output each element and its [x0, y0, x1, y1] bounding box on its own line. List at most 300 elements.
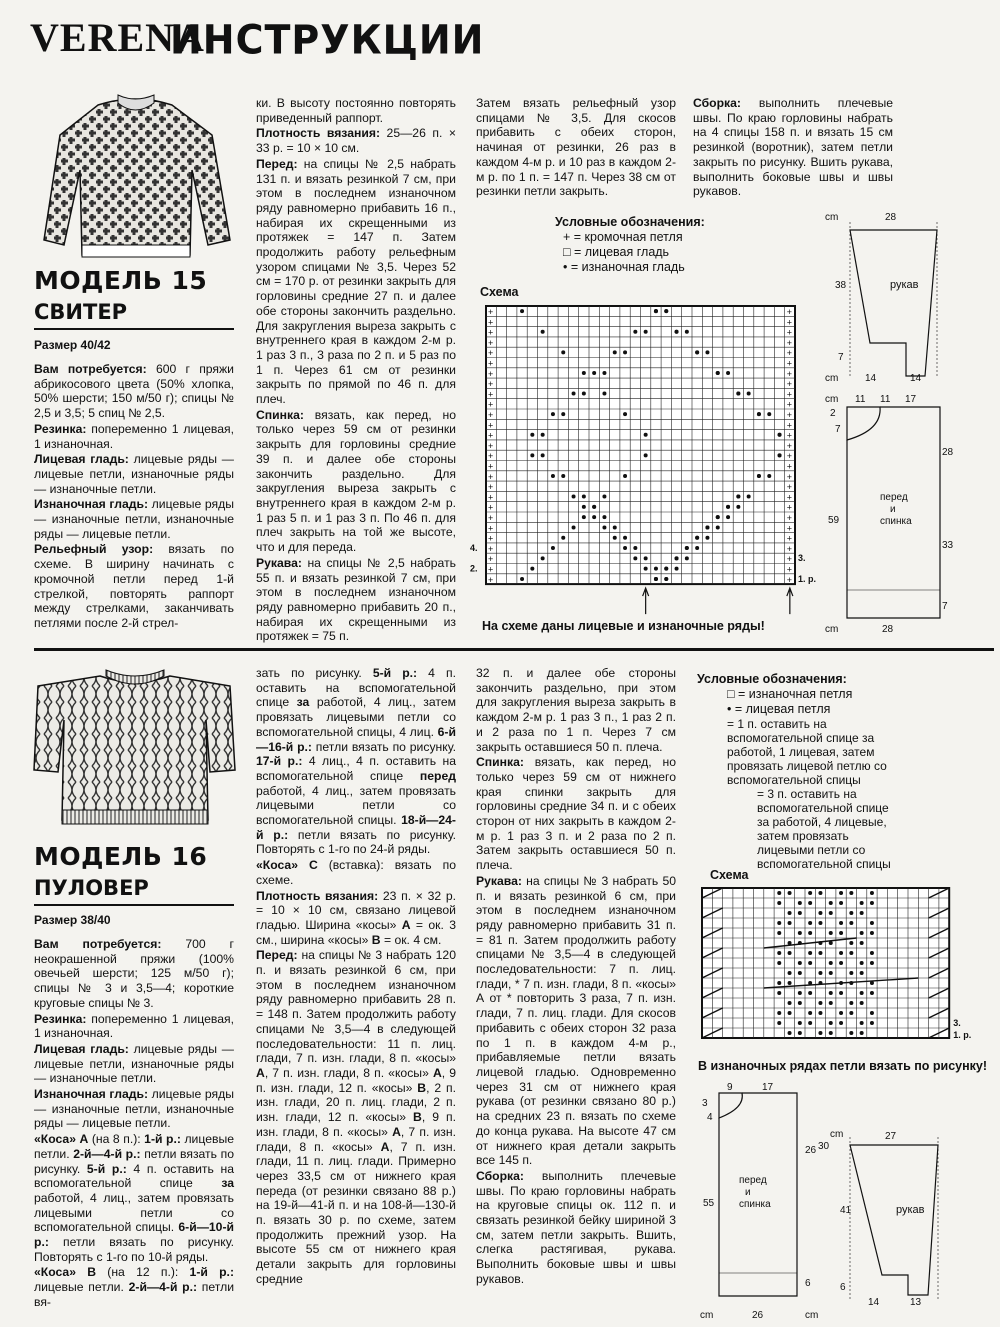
dim-top-b: 7: [835, 424, 841, 435]
knit-dot: [808, 921, 812, 925]
edge-stitch: +: [786, 574, 792, 585]
paragraph: Резинка: попеременно 1 лицевая, 1 изнаночная.: [34, 1011, 234, 1041]
knit-dot: [777, 961, 781, 965]
knit-dot: [777, 951, 781, 955]
purl-dot: [613, 536, 617, 540]
edge-stitch: +: [488, 337, 494, 348]
purl-dot: [716, 371, 720, 375]
model16-size: Размер 38/40: [34, 913, 111, 927]
edge-stitch: +: [488, 368, 494, 379]
edge-stitch: +: [786, 533, 792, 544]
paragraph: Перед: на спицы № 2,5 набрать 131 п. и вязать резинкой 7 см, при этом в последнем изнаночном ряду равномерно прибавить 16 п., набирая их скрещенными из протяжек = 147 п. Затем продолжить работу рельефным узором спицами № 3,5. Через 52 см = 170 р. от резинки закрыть для горловины средние 27 п. и далее обе стороны закончить раздельно. Для закругления выреза закрыть с внутреннего края в каждом 2-м р. 1 раз 3 п., 3 раза по 2 п. и 5 раз по 1 п. Через 61 см от резинки закрыть по прямой по 46 п. для плеч.: [256, 156, 456, 407]
purl-dot: [633, 556, 637, 560]
purl-dot: [613, 525, 617, 529]
paragraph: Затем вязать рельефный узор спицами № 3,5. Для скосов прибавить с обеих сторон, начиная от резинки, 26 раз в каждом 4-м р. и 10 раз в каждом 2-м р. по 1 п. = 147 п. Через 38 см от резинки петли закрыть.: [476, 96, 676, 199]
unit-cm: cm: [830, 1129, 844, 1140]
purl-dot: [561, 536, 565, 540]
unit-cm: cm: [825, 624, 839, 635]
unit-cm: cm: [825, 373, 839, 384]
purl-dot: [561, 474, 565, 478]
pullover-illustration: [30, 670, 240, 835]
purl-dot: [767, 412, 771, 416]
edge-stitch: +: [786, 482, 792, 493]
edge-stitch: +: [786, 430, 792, 441]
purl-dot: [654, 309, 658, 313]
body-label-a: перед: [739, 1175, 767, 1186]
dim-rib: 7: [942, 601, 948, 612]
knit-dot: [798, 911, 802, 915]
body-diagram-16: [697, 1078, 817, 1323]
edge-stitch: +: [488, 379, 494, 390]
knit-dot: [777, 1011, 781, 1015]
purl-dot: [520, 309, 524, 313]
edge-stitch: +: [488, 492, 494, 503]
purl-dot: [602, 392, 606, 396]
edge-stitch: +: [786, 317, 792, 328]
purl-dot: [592, 515, 596, 519]
model16-name: ПУЛОВЕР: [34, 876, 149, 900]
knit-dot: [818, 921, 822, 925]
purl-dot: [705, 350, 709, 354]
sleeve-label: рукав: [890, 279, 919, 291]
knit-dot: [849, 1031, 853, 1035]
edge-stitch: +: [786, 399, 792, 410]
purl-dot: [541, 453, 545, 457]
dim-neck-b: 11: [880, 394, 891, 405]
purl-dot: [736, 392, 740, 396]
model16-col2: [256, 666, 456, 1288]
dim-sleeve-bottom-a: 14: [865, 373, 877, 384]
paragraph: Перед: на спицы № 3 набрать 120 п. и вязать резинкой 6 см, при этом в последнем изнаночном ряду равномерно прибавить 28 п. = 148 п. Затем продолжить работу спицами № 3,5—4 в следующей последовательности: 11 п. лиц. глади, 7 п. изн. глади, 8 п. «косы» А, 7 п. изн. глади, 8 п. «косы» А, 9 п. изн. глади, 12 п. «косы» В, 2 п. изн. глади, 20 п. лиц. глади, 2 п. изн. глади, 12 п. «косы» В, 9 п. изн. глади, 8 п. «косы» А, 7 п. изн. глади, 8 п. «косы» А, 7 п. изн. глади, 11 п. лиц. глади. Примерно через 33,5 см от нижнего края переда (от резинки связано 88 р.) на 19-й—41-й п. и на 108-й—130-й п. вязать 30 р. по схеме, затем продолжить прежний узор. На высоте 55 см от нижнего края детали закрыть для горловины средние: [256, 948, 456, 1286]
row-label: 3.: [798, 553, 806, 564]
knit-dot: [777, 921, 781, 925]
knit-dot: [808, 961, 812, 965]
edge-stitch: +: [488, 564, 494, 575]
purl-dot: [654, 577, 658, 581]
edge-stitch: +: [488, 307, 494, 317]
edge-stitch: +: [786, 513, 792, 523]
edge-stitch: +: [786, 307, 792, 317]
knit-dot: [860, 1021, 864, 1025]
knit-dot: [777, 981, 781, 985]
purl-dot: [736, 505, 740, 509]
legend-item: + = кромочная петля: [563, 230, 683, 244]
paragraph: Изнаночная гладь: лицевые ряды — изнаночные петли, изнаночные ряды — лицевые петли.: [34, 497, 234, 541]
repeat-arrow: [643, 588, 649, 614]
knit-dot: [777, 1021, 781, 1025]
knit-dot: [839, 891, 843, 895]
model16-legend: [697, 672, 897, 871]
knit-dot: [788, 971, 792, 975]
purl-dot: [561, 350, 565, 354]
knit-dot: [788, 921, 792, 925]
row-label: 1. р.: [953, 1030, 972, 1040]
purl-dot: [572, 495, 576, 499]
dim-shoulder: 17: [762, 1082, 774, 1093]
unit-cm: cm: [825, 394, 839, 405]
knit-dot: [849, 891, 853, 895]
model15-col2: [256, 96, 456, 645]
purl-dot: [644, 567, 648, 571]
edge-stitch: +: [786, 451, 792, 462]
purl-dot: [633, 330, 637, 334]
edge-stitch: +: [786, 337, 792, 348]
purl-dot: [572, 525, 576, 529]
edge-stitch: +: [488, 533, 494, 544]
purl-dot: [623, 546, 627, 550]
dim-sleeve-top: 28: [885, 212, 897, 223]
brand-logo: VERENA: [30, 15, 205, 60]
body-label-b: и: [745, 1187, 751, 1198]
purl-dot: [757, 412, 761, 416]
legend-item: = 1 п. оставить на вспомогательной спице за работой, 1 лицевая, затем провязать лицевой петлю со вспомогательной спицы: [727, 717, 887, 787]
edge-stitch: +: [786, 389, 792, 400]
paragraph: Вам потребуется: 600 г пряжи абрикосового цвета (50% хлопка, 50% шерсти; 150 м/50 г); спицы № 2,5 и 3,5; 5 спиц № 2,5.: [34, 362, 234, 421]
dim-lower: 33: [942, 540, 954, 551]
knit-dot: [860, 911, 864, 915]
knit-dot: [808, 931, 812, 935]
knit-dot: [808, 891, 812, 895]
knit-dot: [829, 901, 833, 905]
knit-dot: [798, 971, 802, 975]
purl-dot: [592, 371, 596, 375]
knit-dot: [788, 911, 792, 915]
knit-dot: [839, 901, 843, 905]
row-label: 3.: [953, 1018, 961, 1028]
dim-total: 59: [828, 515, 840, 526]
knit-dot: [839, 931, 843, 935]
knit-dot: [849, 1001, 853, 1005]
knit-dot: [860, 1001, 864, 1005]
paragraph: Рукава: на спицы № 3 набрать 50 п. и вязать резинкой 6 см, при этом в последнем изнаночном ряду равномерно прибавить 31 п. = 81 п. Затем продолжить работу спицами № 3,5—4 в следующей последовательности: 7 п. лиц. глади, * 7 п. изн. глади, 8 п. «косы» А от * повторить 3 раза, 7 п. изн. глади, 7 п. лиц. глади. Для скосов прибавить с обеих сторон 32 раза по 1 п. в каждом 4-м р., прибавляемые петли вязать лицевой гладью. Одновременно через 31 см от нижнего края рукава (от резинки связано 80 р.) на средних 23 п. вязать по схеме до конца рукава. На высоте 47 см от нижнего края детали закрыть все 145 п.: [476, 873, 676, 1168]
legend-item: = 3 п. оставить на вспомогательной спице за работой, 4 лицевые, затем провязать лицевыми петли со вспомогательной спицы: [757, 787, 891, 871]
purl-dot: [747, 392, 751, 396]
body-label-c: спинка: [739, 1199, 771, 1210]
knit-dot: [798, 1021, 802, 1025]
dim-top-a: 2: [830, 408, 836, 419]
model15-col3: [476, 96, 676, 200]
knit-dot: [788, 1031, 792, 1035]
unit-cm: cm: [825, 212, 839, 223]
divider: [34, 904, 234, 906]
purl-dot: [541, 433, 545, 437]
model15-col1: [34, 362, 234, 632]
knit-dot: [777, 991, 781, 995]
knit-dot: [849, 921, 853, 925]
purl-dot: [705, 525, 709, 529]
knit-dot: [808, 951, 812, 955]
knit-dot: [818, 971, 822, 975]
body-label-c: спинка: [880, 516, 912, 527]
edge-stitch: +: [488, 482, 494, 493]
purl-dot: [716, 515, 720, 519]
paragraph: Рукава: на спицы № 2,5 набрать 55 п. и вязать резинкой 7 см, при этом в последнем изнаночном ряду равномерно прибавить 20 п., набирая их скрещенными из протяжек = 75 п.: [256, 555, 456, 644]
dim-sleeve-top: 27: [885, 1131, 897, 1142]
purl-dot: [561, 412, 565, 416]
paragraph: Изнаночная гладь: лицевые ряды — изнаночные петли, изнаночные ряды — лицевые петли.: [34, 1087, 234, 1131]
purl-dot: [582, 505, 586, 509]
knit-dot: [777, 901, 781, 905]
purl-dot: [716, 525, 720, 529]
knit-dot: [798, 1031, 802, 1035]
knit-dot: [798, 961, 802, 965]
dim-top-b: 4: [707, 1112, 713, 1123]
model15-title: МОДЕЛЬ 15: [34, 266, 208, 295]
edge-stitch: +: [488, 471, 494, 482]
edge-stitch: +: [488, 451, 494, 462]
purl-dot: [778, 453, 782, 457]
paragraph: «Коса» А (на 8 п.): 1-й р.: лицевые петли. 2-й—4-й р.: петли вязать по рисунку. 5-й р.: 4 п. оставить на вспомогательной спице за работой, 4 лиц., затем провязать лицевыми петли со вспомогательной спицы. 6-й—10-й р.: петли вязать по рисунку. Повторять с 1-го по 10-й ряды.: [34, 1132, 234, 1264]
knit-dot: [839, 961, 843, 965]
purl-dot: [582, 371, 586, 375]
purl-dot: [602, 371, 606, 375]
legend-item: □ = лицевая гладь: [563, 245, 670, 259]
model15-name: СВИТЕР: [34, 300, 128, 324]
divider: [34, 328, 234, 330]
knit-dot: [808, 1021, 812, 1025]
purl-dot: [695, 546, 699, 550]
knit-dot: [860, 971, 864, 975]
dim-sleeve-total: 41: [840, 1205, 852, 1216]
knit-dot: [860, 1031, 864, 1035]
dim-sleeve-upper: 30: [818, 1141, 830, 1152]
row-label: 1. р.: [798, 573, 817, 584]
dim-total: 55: [703, 1198, 715, 1209]
edge-stitch: +: [488, 543, 494, 554]
knit-dot: [818, 1031, 822, 1035]
knit-dot: [849, 971, 853, 975]
knit-dot: [860, 931, 864, 935]
purl-dot: [623, 536, 627, 540]
purl-dot: [530, 453, 534, 457]
dim-sleeve-bottom-b: 14: [910, 373, 922, 384]
paragraph: Плотность вязания: 23 п. × 32 р. = 10 × 10 см, связано лицевой гладью. Ширина «косы» А = ок. 3 см., ширина «косы» В = ок. 4 см.: [256, 888, 456, 947]
knit-dot: [860, 901, 864, 905]
knit-dot: [777, 891, 781, 895]
knit-dot: [839, 991, 843, 995]
purl-dot: [602, 515, 606, 519]
knit-dot: [788, 891, 792, 895]
knit-dot: [788, 951, 792, 955]
paragraph: Лицевая гладь: лицевые ряды — лицевые петли, изнаночные ряды — изнаночные петли.: [34, 452, 234, 496]
knit-dot: [839, 951, 843, 955]
knit-dot: [818, 891, 822, 895]
row-label: 2.: [470, 563, 478, 574]
legend-item: • = лицевая петля: [727, 702, 831, 716]
dim-top-a: 3: [702, 1098, 708, 1109]
purl-dot: [675, 330, 679, 334]
model15-col4: [693, 96, 893, 200]
knit-dot: [788, 1011, 792, 1015]
legend-title: Условные обозначения:: [697, 672, 847, 686]
purl-dot: [644, 433, 648, 437]
paragraph: Сборка: выполнить плечевые швы. По краю горловины набрать на круговые спицы ок. 112 п. и связать резинкой бейку шириной 3 см, затем петли закрыть. Вшить, слегка растягивая, рукава. Выполнить боковые швы и швы рукавов.: [476, 1168, 676, 1286]
purl-dot: [572, 392, 576, 396]
knitting-chart-16: [698, 882, 998, 1057]
knit-dot: [808, 901, 812, 905]
paragraph: 32 п. и далее обе стороны закончить раздельно, при этом для закругления выреза закрыть в каждом 2-м р. 1 раз 3 п., 1 раз 2 п. и 2 раза по 1 п. Через 7 см закрыть оставшиеся 50 п. плеча.: [476, 666, 676, 754]
paragraph: «Коса» В (на 12 п.): 1-й р.: лицевые петли. 2-й—4-й р.: петли вя-: [34, 1265, 235, 1309]
purl-dot: [685, 546, 689, 550]
legend-title: Условные обозначения:: [555, 215, 705, 229]
purl-dot: [675, 567, 679, 571]
purl-dot: [747, 495, 751, 499]
purl-dot: [664, 309, 668, 313]
model16-title: МОДЕЛЬ 16: [34, 842, 208, 871]
purl-dot: [644, 330, 648, 334]
edge-stitch: +: [786, 492, 792, 503]
dim-shoulder: 17: [905, 394, 917, 405]
dim-lower: 26: [805, 1145, 817, 1156]
paragraph: Лицевая гладь: лицевые ряды — лицевые петли, изнаночные ряды — изнаночные петли.: [34, 1041, 234, 1086]
knit-dot: [870, 931, 874, 935]
knit-dot: [829, 991, 833, 995]
knit-dot: [798, 991, 802, 995]
edge-stitch: +: [488, 502, 494, 513]
purl-dot: [726, 515, 730, 519]
knit-dot: [808, 1011, 812, 1015]
paragraph: зать по рисунку. 5-й р.: 4 п. оставить на вспомогательной спице за работой, 4 лиц., затем провязать лицевыми петли со вспомогательной спицы, 4 лиц. 6-й—16-й р.: петли вязать по рисунку. 17-й р.: 4 лиц., 4 п. оставить на вспомогательной спице перед работой, 4 лиц., затем провязать лицевыми петли со вспомогательной спицы. 18-й—24-й р.: петли вязать по рисунку. Повторять с 1-го по 24-й ряды.: [256, 666, 457, 857]
legend-item: □ = изнаночная петля: [727, 687, 853, 701]
purl-dot: [778, 433, 782, 437]
knit-dot: [870, 961, 874, 965]
edge-stitch: +: [786, 523, 792, 534]
dim-width: 26: [752, 1310, 764, 1321]
edge-stitch: +: [488, 399, 494, 410]
purl-dot: [551, 474, 555, 478]
edge-stitch: +: [786, 358, 792, 369]
purl-dot: [551, 546, 555, 550]
dim-neck-a: 9: [727, 1082, 733, 1093]
knit-dot: [818, 911, 822, 915]
edge-stitch: +: [786, 502, 792, 513]
edge-stitch: +: [488, 554, 494, 565]
knit-dot: [839, 1011, 843, 1015]
paragraph: Резинка: попеременно 1 лицевая, 1 изнаночная.: [34, 421, 234, 451]
body-label-a: перед: [880, 492, 908, 503]
knit-dot: [849, 911, 853, 915]
edge-stitch: +: [786, 440, 792, 451]
knit-dot: [870, 951, 874, 955]
edge-stitch: +: [786, 564, 792, 575]
unit-cm: cm: [700, 1310, 714, 1321]
schema-note: В изнаночных рядах петли вязать по рисунку!: [698, 1059, 988, 1073]
knit-dot: [818, 951, 822, 955]
knit-dot: [808, 991, 812, 995]
paragraph: ки. В высоту постоянно повторять приведенный раппорт.: [256, 96, 456, 125]
purl-dot: [541, 556, 545, 560]
edge-stitch: +: [786, 554, 792, 565]
edge-stitch: +: [488, 574, 494, 585]
body-label-b: и: [890, 504, 896, 515]
paragraph: Плотность вязания: 25—26 п. × 33 р. = 10 × 10 см.: [256, 126, 456, 156]
dim-sleeve-bottom-b: 13: [910, 1297, 922, 1308]
knit-dot: [849, 951, 853, 955]
purl-dot: [602, 525, 606, 529]
purl-dot: [726, 371, 730, 375]
edge-stitch: +: [786, 368, 792, 379]
knit-dot: [798, 901, 802, 905]
purl-dot: [613, 350, 617, 354]
purl-dot: [644, 556, 648, 560]
purl-dot: [695, 536, 699, 540]
knit-dot: [839, 1021, 843, 1025]
purl-dot: [530, 433, 534, 437]
paragraph: Рельефный узор: вязать по схеме. В ширину начинать с кромочной петли перед 1-й стрелкой, повторять раппорт между стрелками, заканчивать петлями после 2-й стрел-: [34, 542, 234, 630]
edge-stitch: +: [786, 543, 792, 554]
purl-dot: [633, 546, 637, 550]
knit-dot: [829, 1001, 833, 1005]
model15-legend: [555, 215, 755, 275]
purl-dot: [582, 392, 586, 396]
dim-sleeve-height: 38: [835, 280, 847, 291]
dim-sleeve-bottom-a: 14: [868, 1297, 880, 1308]
purl-dot: [705, 536, 709, 540]
dim-sleeve-cuff: 7: [838, 352, 844, 363]
knit-dot: [829, 1031, 833, 1035]
purl-dot: [664, 567, 668, 571]
model16-col1: [34, 937, 234, 1311]
knitting-chart-15: [470, 298, 818, 618]
dim-rib: 6: [805, 1278, 811, 1289]
knit-dot: [870, 891, 874, 895]
knit-dot: [849, 941, 853, 945]
purl-dot: [664, 577, 668, 581]
knit-dot: [788, 1001, 792, 1005]
dim-upper: 28: [942, 447, 954, 458]
knit-dot: [860, 941, 864, 945]
dim-width: 28: [882, 624, 894, 635]
knit-dot: [839, 921, 843, 925]
edge-stitch: +: [488, 513, 494, 523]
edge-stitch: +: [786, 379, 792, 390]
paragraph: Спинка: вязать, как перед, но только через 59 см от нижнего края спинки закрыть для горловины средние 34 п. и с обеих сторон от них закрыть в каждом 2-м р. 1 раз 3 п. и 2 раза по 2 п. Затем закрыть оставшиеся 50 п. плеча.: [476, 755, 676, 873]
paragraph: Сборка: выполнить плечевые швы. По краю горловины набрать на 4 спицы 158 п. и вязать 15 см резинкой (воротник), затем петли закрыть по рисунку. Вшить рукава, выполнить боковые швы и швы рукавов.: [693, 96, 893, 199]
edge-stitch: +: [786, 461, 792, 472]
edge-stitch: +: [488, 348, 494, 359]
purl-dot: [767, 474, 771, 478]
purl-dot: [602, 495, 606, 499]
knit-dot: [829, 961, 833, 965]
sweater-illustration: [40, 95, 235, 265]
purl-dot: [623, 412, 627, 416]
edge-stitch: +: [786, 327, 792, 338]
edge-stitch: +: [786, 410, 792, 420]
knit-dot: [870, 921, 874, 925]
purl-dot: [685, 330, 689, 334]
purl-dot: [582, 495, 586, 499]
purl-dot: [757, 474, 761, 478]
schema-label: Схема: [480, 285, 519, 299]
paragraph: Вам потребуется: 700 г неокрашенной пряжи (100% овечьей шерсти; 125 м/50 г); спицы № 3 и 3,5—4; короткие круговые спицы № 3.: [34, 937, 234, 1010]
knit-dot: [798, 931, 802, 935]
unit-cm: cm: [805, 1310, 819, 1321]
edge-stitch: +: [488, 420, 494, 431]
schema-label: Схема: [710, 868, 749, 882]
edge-stitch: +: [488, 317, 494, 328]
knit-dot: [870, 1011, 874, 1015]
knit-dot: [798, 1001, 802, 1005]
repeat-arrow: [787, 588, 793, 614]
knit-dot: [788, 981, 792, 985]
dim-neck-a: 11: [855, 394, 866, 405]
purl-dot: [695, 350, 699, 354]
model15-size: Размер 40/42: [34, 338, 111, 352]
knit-dot: [829, 911, 833, 915]
edge-stitch: +: [786, 348, 792, 359]
edge-stitch: +: [786, 420, 792, 431]
knit-dot: [829, 1021, 833, 1025]
